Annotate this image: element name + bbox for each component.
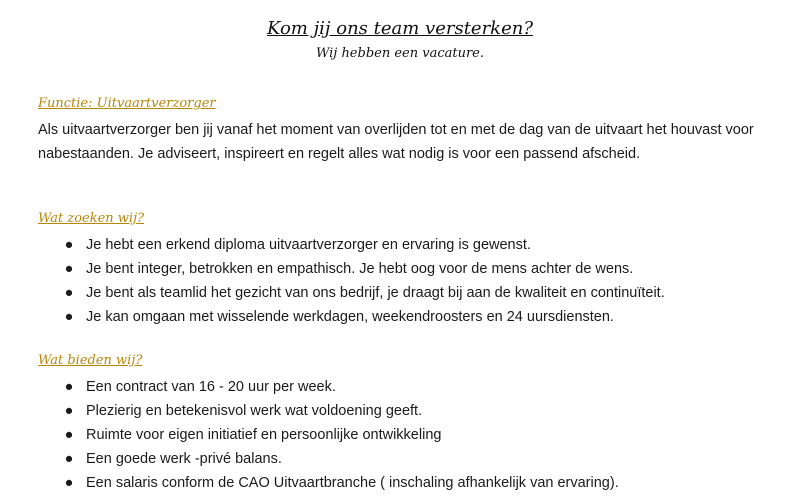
offer-list — [38, 375, 778, 495]
list-item — [38, 281, 778, 305]
list-item — [38, 423, 778, 447]
bullet-icon: ● — [64, 285, 74, 301]
list-item — [38, 257, 778, 281]
function-description: Als uitvaartverzorger ben jij vanaf het moment van overlijden tot en met de dag van de uitvaart het houvast voor nabestaanden. Je adviseert, inspireert en regelt alles wat nodig is voor een passend afscheid. — [38, 122, 754, 162]
list-item-text: Een salaris conform de CAO Uitvaartbranche ( inschaling afhankelijk van ervaring). — [86, 475, 619, 491]
document-subtitle: Wij hebben een vacature. — [315, 46, 485, 61]
list-item-text: Een contract van 16 - 20 uur per week. — [86, 379, 336, 395]
list-item-text: Je bent als teamlid het gezicht van ons bedrijf, je draagt bij aan de kwaliteit en continuïteit. — [86, 285, 665, 301]
section-heading-seek: Wat zoeken wij? — [38, 211, 145, 226]
bullet-icon: ● — [64, 427, 74, 443]
list-item-text: Ruimte voor eigen initiatief en persoonlijke ontwikkeling — [86, 427, 442, 443]
document-title: Kom jij ons team versterken? — [267, 18, 533, 39]
section-heading-offer: Wat bieden wij? — [38, 353, 143, 368]
list-item — [38, 375, 778, 399]
bullet-icon: ● — [64, 261, 74, 277]
list-item — [38, 305, 778, 329]
bullet-icon: ● — [64, 475, 74, 491]
list-item-text: Je kan omgaan met wisselende werkdagen, weekendroosters en 24 uursdiensten. — [86, 309, 614, 325]
section-heading-function: Functie: Uitvaartverzorger — [38, 96, 216, 111]
list-item-text: Je hebt een erkend diploma uitvaartverzorger en ervaring is gewenst. — [86, 237, 531, 253]
bullet-icon: ● — [64, 379, 74, 395]
list-item-text: Een goede werk -privé balans. — [86, 451, 282, 467]
list-item-text: Plezierig en betekenisvol werk wat voldoening geeft. — [86, 403, 423, 419]
list-item-text: Je bent integer, betrokken en empathisch. Je hebt oog voor de mens achter de wens. — [86, 261, 634, 277]
bullet-icon: ● — [64, 309, 74, 325]
list-item — [38, 471, 778, 495]
bullet-icon: ● — [64, 451, 74, 467]
list-item — [38, 447, 778, 471]
list-item — [38, 233, 778, 257]
bullet-icon: ● — [64, 237, 74, 253]
seek-list — [38, 233, 778, 329]
bullet-icon: ● — [64, 403, 74, 419]
list-item — [38, 399, 778, 423]
